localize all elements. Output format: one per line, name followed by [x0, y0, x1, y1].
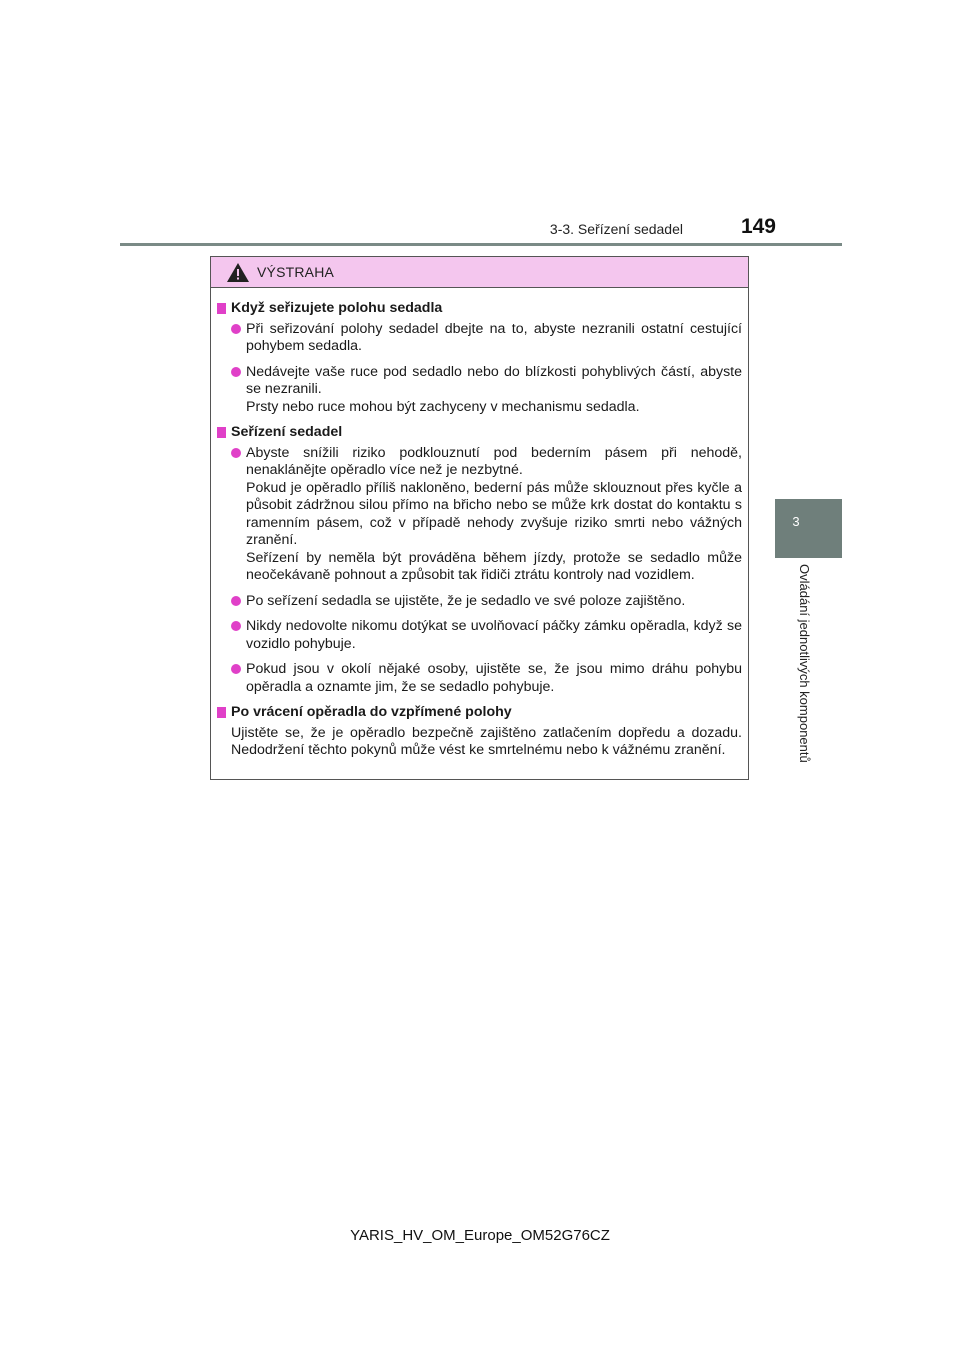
circle-bullet-icon [231, 596, 241, 606]
page-number: 149 [740, 215, 776, 238]
circle-bullet-icon [231, 621, 241, 631]
list-item: Po seřízení sedadla se ujistěte, že je sedadlo ve své poloze zajištěno. [231, 593, 742, 611]
warning-title: VÝSTRAHA [257, 264, 335, 280]
warning-header [211, 257, 748, 288]
square-bullet-icon [217, 427, 226, 438]
list-item: Nedávejte vaše ruce pod sedadlo nebo do blízkosti pohyblivých částí, abyste se nezranili. Prsty nebo ruce mohou být zachyceny v mechanismu sedadla. [231, 364, 742, 417]
list-item: Nikdy nedovolte nikomu dotýkat se uvolňovací páčky zámku opěradla, když se vozidlo pohybuje. [231, 618, 742, 653]
paragraph: Ujistěte se, že je opěradlo bezpečně zajištěno zatlačením dopředu a dozadu. Nedodržení těchto pokynů může vést ke smrtelnému nebo k vážnému zranění. [231, 724, 742, 758]
chapter-label: Ovládání jednotlivých komponentů [797, 564, 812, 763]
section-title: 3-3. Seřízení sedadel [549, 221, 683, 237]
section-heading: Seřízení sedadel [217, 424, 742, 442]
document-code: YARIS_HV_OM_Europe_OM52G76CZ [350, 1227, 610, 1244]
list-item: Abyste snížili riziko podklouznutí pod bederním pásem při nehodě, nenaklánějte opěradlo více než je nezbytné. Pokud je opěradlo příliš nakloněno, bederní pás může sklouznout přes kyčle a působit zádržnou silou přímo na břicho nebo se může krk dostat do kontaktu s ramenním pásem, což v případě nehody zvyšuje riziko smrti nebo vážných zranění. Seřízení by neměla být prováděna během jízdy, protože se sedadlo může neočekávaně pohnout a způsobit tak řidiči ztrátu kontroly nad vozidlem. [231, 445, 742, 585]
list-item: Pokud jsou v okolí nějaké osoby, ujistěte se, že jsou mimo dráhu pohybu opěradla a oznamte jim, že se sedadlo pohybuje. [231, 661, 742, 696]
circle-bullet-icon [231, 367, 241, 377]
list-item: Při seřizování polohy sedadel dbejte na to, abyste nezranili ostatní cestující pohybem sedadla. [231, 321, 742, 356]
warning-body [211, 288, 748, 760]
square-bullet-icon [217, 707, 226, 718]
section-heading: Po vrácení opěradla do vzpřímené polohy [217, 704, 742, 722]
circle-bullet-icon [231, 324, 241, 334]
section-heading: Když seřizujete polohu sedadla [217, 300, 742, 318]
circle-bullet-icon [231, 448, 241, 458]
chapter-number: 3 [792, 514, 800, 529]
square-bullet-icon [217, 303, 226, 314]
warning-box [210, 256, 749, 780]
warning-triangle-icon [227, 263, 249, 282]
header-divider [120, 243, 842, 246]
circle-bullet-icon [231, 664, 241, 674]
